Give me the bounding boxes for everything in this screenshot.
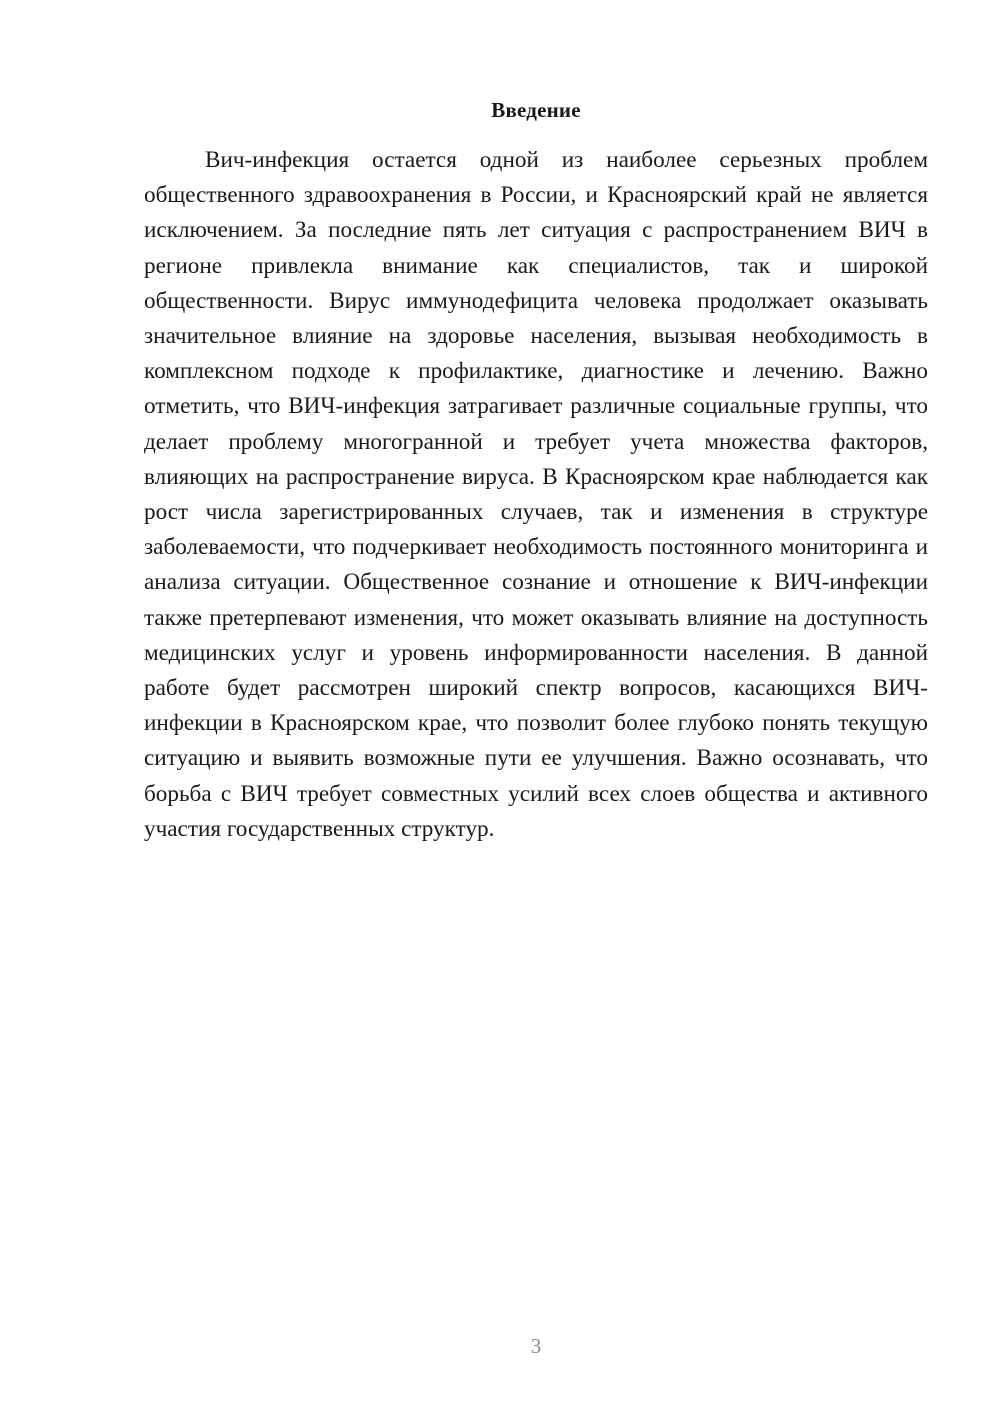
introduction-paragraph: Вич-инфекция остается одной из наиболее серьезных проблем общественного здравоохранения в России, и Красноярский край не является исключением. За последние пять лет ситуация с распространением ВИЧ в регионе привлекла внимание как специалистов, так и широкой общественности. Вирус иммунодефицита человека продолжает оказывать значительное влияние на здоровье населения, вызывая необходимость в комплексном подходе к профилактике, диагностике и лечению. Важно отметить, что ВИЧ-инфекция затрагивает различные социальные группы, что делает проблему многогранной и требует учета множества факторов, влияющих на распространение вируса. В Красноярском крае наблюдается как рост числа зарегистрированных случаев, так и изменения в структуре заболеваемости, что подчеркивает необходимость постоянного мониторинга и анализа ситуации. Общественное сознание и отношение к ВИЧ-инфекции также претерпевают изменения, что может оказывать влияние на доступность медицинских услуг и уровень информированности населения. В данной работе будет рассмотрен широкий спектр вопросов, касающихся ВИЧ-инфекции в Красноярском крае, что позволит более глубоко понять текущую ситуацию и выявить возможные пути ее улучшения. Важно осознавать, что борьба с ВИЧ требует совместных усилий всех слоев общества и активного участия государственных структур. [144, 147, 928, 842]
section-heading: Введение [491, 98, 581, 122]
page-number: 3 [530, 1334, 542, 1358]
